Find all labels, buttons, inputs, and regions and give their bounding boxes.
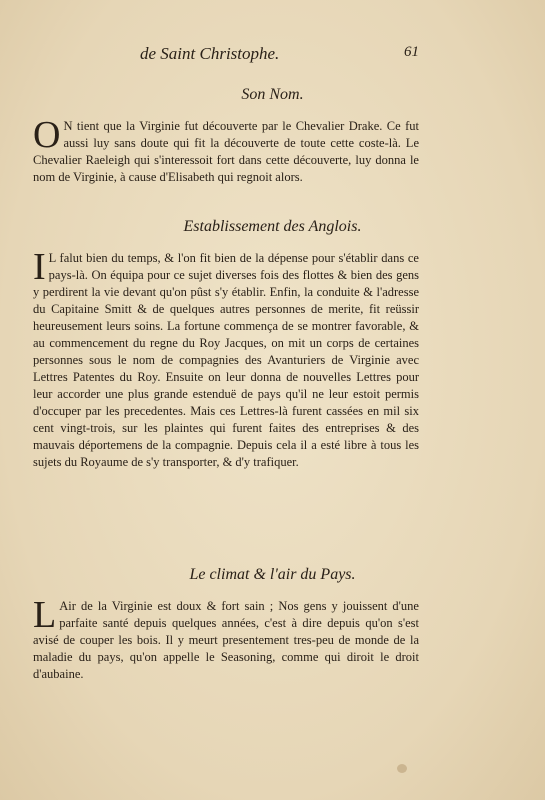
running-title: de Saint Christophe. [140, 44, 280, 63]
drop-cap: L [33, 594, 57, 636]
page-header [0, 44, 545, 68]
drop-cap: I [33, 246, 46, 288]
paragraph-text: N tient que la Virginie fut découverte par le Chevalier Drake. Ce fut aussi luy sans doute qui fit la découverte de toute cette coste-là. Le Chevalier Raeleigh qui s'interessoit fort dans cette découverte, luy donna le nom de Virginie, à cause d'Elisabeth qui regnoit alors. [33, 119, 419, 184]
section-heading: Le climat & l'air du Pays. [189, 566, 356, 583]
section-paragraph [33, 246, 419, 471]
paper-stain [397, 764, 407, 773]
section-paragraph [33, 594, 419, 683]
paragraph-text: L falut bien du temps, & l'on fit bien de la dépense pour s'établir dans ce pays-là. On équipa pour ce sujet diverses fois des flottes & bien des gens y perdirent la vie devant qu'on pûst s'y établir. Enfin, la conduite & l'adresse du Capitaine Smitt & de quelques autres personnes de merite, fit reüssir heureusement leurs soins. La fortune commença de se montrer favorable, & au commencement du regne du Roy Jacques, on mit un corps de certaines personnes sous le nom de compagnies des Avanturiers de Virginie avec Lettres Patentes du Roy. Ensuite on leur donna de nouvelles Lettres pour leur accorder une plus grande estenduë de pays qu'il ne leur estoit permis d'occuper par les precedentes. Mais ces Lettres-là furent cassées en mil six cent vingt-trois, sur les plaintes qui furent faites des entreprises & des mauvais déportemens de la compagnie. Depuis cela il a esté libre à tous les sujets du Royaume de s'y transporter, & d'y trafiquer. [33, 251, 419, 469]
section-heading: Son Nom. [241, 86, 304, 103]
section-heading: Establissement des Anglois. [183, 218, 362, 235]
paragraph-text: Air de la Virginie est doux & fort sain ; Nos gens y jouissent d'une parfaite santé depuis quelques années, c'est à dire depuis qu'on s'est avisé de couper les bois. Il y meurt presentement tres-peu de monde de la maladie du pays, qu'on appelle le Seasoning, comme qui diroit le droit d'aubaine. [33, 599, 419, 681]
section-paragraph [33, 114, 419, 186]
drop-cap: O [33, 114, 61, 156]
page-number: 61 [404, 44, 419, 60]
